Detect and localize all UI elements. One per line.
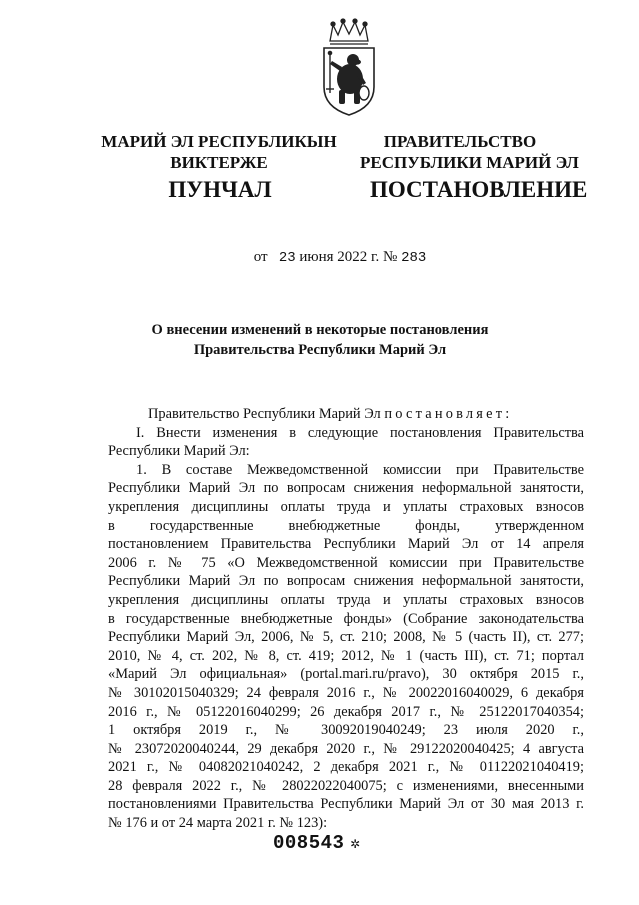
body-line: 28 февраля 2022 г., № 28022022040075; с изменениями, внесенными	[108, 777, 584, 794]
serial-star-icon: ✲	[350, 835, 361, 853]
body-line: № 23072020040244, 29 декабря 2020 г., № 29122020040425; 4 августа	[108, 740, 584, 757]
date-day: 23	[278, 250, 296, 266]
body-line: I. Внести изменения в следующие постановления Правительства	[136, 424, 584, 441]
document-title	[110, 320, 530, 360]
body-line: № 176 и от 24 марта 2021 г. № 123):	[108, 815, 328, 832]
body-line: 1 октября 2019 г., № 30092019040249; 23 июля 2020 г.,	[108, 722, 584, 739]
body-line: в государственные внебюджетные фонды, утвержденном	[108, 517, 584, 534]
body-line: укрепления дисциплины оплаты труда и уплаты страховых взносов	[108, 498, 584, 515]
header-right-line-1: ПРАВИТЕЛЬСТВО	[383, 132, 537, 151]
date-month-year: июня 2022 г. №	[299, 249, 398, 265]
body-line: Республики Марий Эл:	[108, 443, 250, 460]
body-line: 2016 г., № 05122016040299; 26 декабря 2017 г., № 25122017040354;	[108, 703, 584, 720]
header-left-block	[98, 131, 340, 173]
body-line: 1. В составе Межведомственной комиссии при Правительстве	[136, 461, 584, 478]
body-preamble	[108, 405, 584, 424]
header-right-title: ПОСТАНОВЛЕНИЕ	[370, 177, 588, 202]
body-line: Республики Марий Эл по вопросам снижения неформальной занятости,	[108, 573, 584, 590]
body-line: в государственные внебюджетные фонды» (Собрание законодательства	[108, 610, 584, 627]
date-prefix: от	[253, 249, 268, 265]
document-number: 283	[401, 250, 427, 266]
body-line: 2010, № 4, ст. 202, № 8, ст. 419; 2012, № 1 (часть III), ст. 71; портал	[108, 647, 584, 664]
body-line: 2006 г. № 75 «О Межведомственной комиссии при Правительстве	[108, 554, 584, 571]
serial-number	[273, 832, 361, 854]
body-line: укрепления дисциплины оплаты труда и уплаты страховых взносов	[108, 591, 584, 608]
body-line: постановлениями Правительства Республики Марий Эл от 30 мая 2013 г.	[108, 796, 584, 813]
title-line-2: Правительства Республики Марий Эл	[193, 342, 447, 358]
body-line: Республики Марий Эл, 2006, № 5, ст. 210; 2008, № 5 (часть II), ст. 277;	[108, 629, 584, 646]
coat-of-arms-emblem	[318, 17, 380, 117]
body-line: «Марий Эл официальная» (portal.mari.ru/pravo), 30 октября 2015 г.,	[108, 666, 584, 683]
serial-digits: 008543	[273, 832, 345, 854]
body-line: № 30102015040329; 24 февраля 2016 г., № 20022016040029, 6 декабря	[108, 684, 584, 701]
body-line: 2021 г., № 04082021040242, 2 декабря 2021 г., № 01122021040419;	[108, 759, 584, 776]
header-left-title: ПУНЧАЛ	[168, 177, 272, 202]
document-date-line	[200, 249, 480, 266]
preamble-start: Правительство Республики Марий Эл	[148, 406, 381, 422]
preamble-decree: постановляет:	[384, 406, 513, 422]
title-line-1: О внесении изменений в некоторые постановления	[151, 322, 489, 338]
header-right-block	[360, 131, 579, 173]
body-line: постановлением Правительства Республики Марий Эл от 14 апреля	[108, 536, 584, 553]
document-body	[108, 405, 584, 833]
header-right-line-2: РЕСПУБЛИКИ МАРИЙ ЭЛ	[360, 153, 579, 172]
body-line: Республики Марий Эл по вопросам снижения неформальной занятости,	[108, 480, 584, 497]
header-left-line-1: МАРИЙ ЭЛ РЕСПУБЛИКЫН	[101, 132, 337, 151]
header-left-line-2: ВИКТЕРЖЕ	[170, 153, 268, 172]
